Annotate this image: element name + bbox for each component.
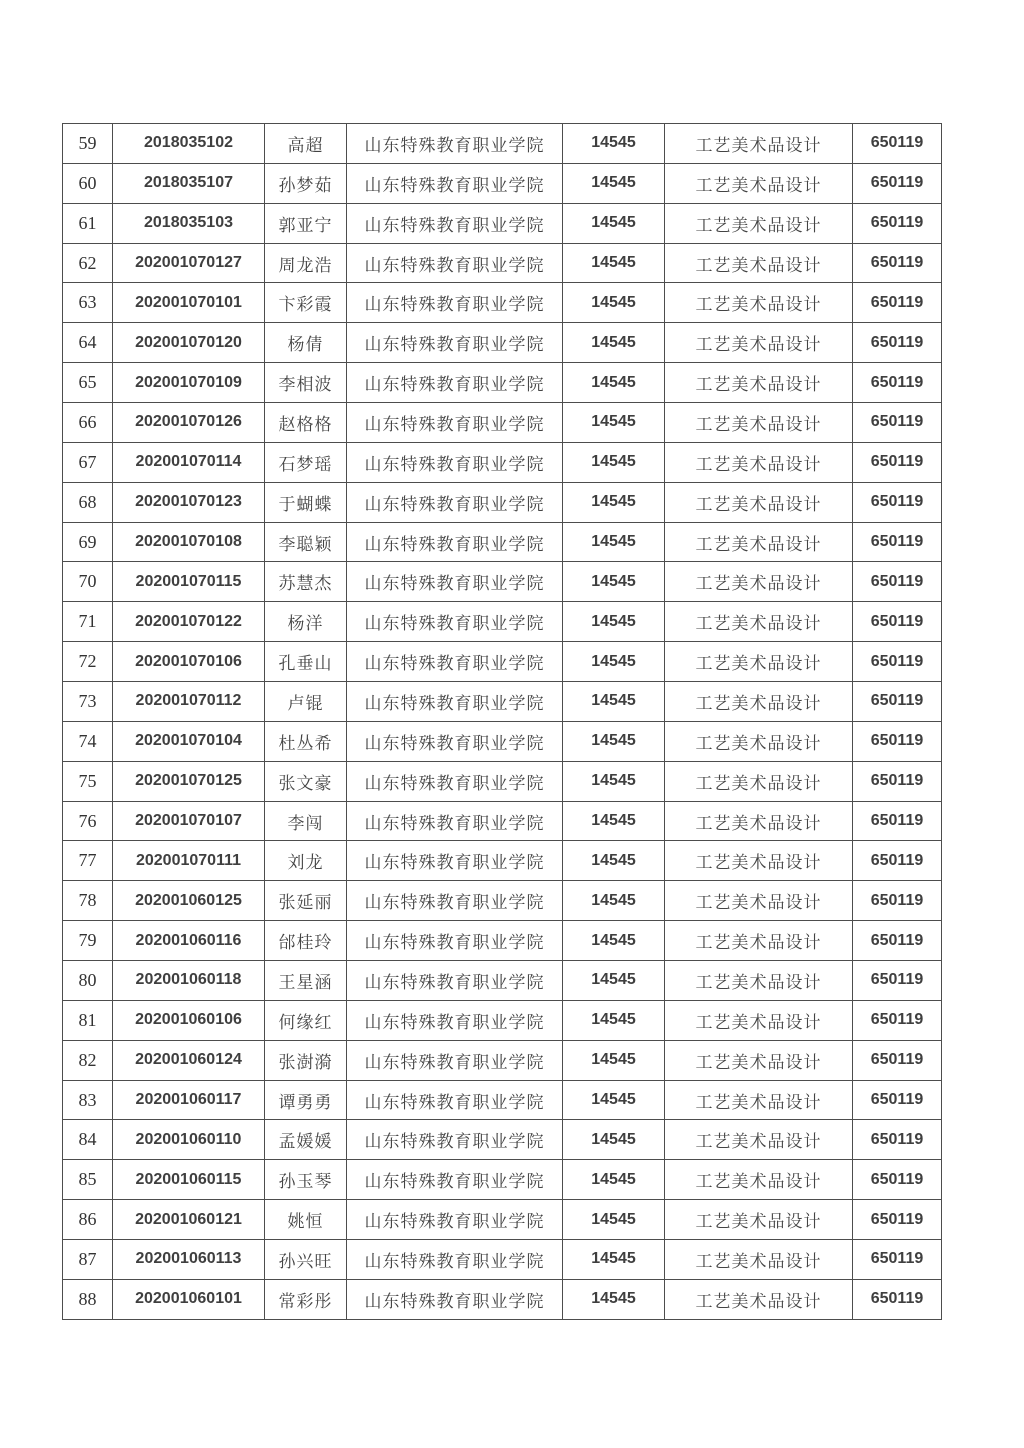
cell-school_code: 14545 [563,841,665,881]
cell-school_code: 14545 [563,642,665,682]
cell-no: 70 [63,562,113,602]
table-row [63,163,942,203]
cell-school_code: 14545 [563,1080,665,1120]
cell-school_code: 14545 [563,961,665,1001]
cell-major_code: 650119 [853,1080,942,1120]
cell-no: 77 [63,841,113,881]
cell-no: 68 [63,482,113,522]
cell-school: 山东特殊教育职业学院 [347,921,563,961]
cell-id: 202001070125 [113,761,265,801]
cell-major_code: 650119 [853,243,942,283]
cell-id: 202001070111 [113,841,265,881]
cell-major_code: 650119 [853,841,942,881]
cell-name: 郭亚宁 [265,203,347,243]
cell-school: 山东特殊教育职业学院 [347,682,563,722]
cell-school_code: 14545 [563,761,665,801]
cell-no: 61 [63,203,113,243]
cell-major: 工艺美术品设计 [665,203,853,243]
cell-school_code: 14545 [563,1000,665,1040]
cell-major: 工艺美术品设计 [665,602,853,642]
cell-name: 杜丛希 [265,721,347,761]
cell-major: 工艺美术品设计 [665,1279,853,1319]
table-row [63,1040,942,1080]
cell-school: 山东特殊教育职业学院 [347,562,563,602]
cell-no: 60 [63,163,113,203]
table-row [63,841,942,881]
cell-name: 孟媛媛 [265,1120,347,1160]
cell-name: 苏慧杰 [265,562,347,602]
table-row [63,1160,942,1200]
table-row [63,243,942,283]
cell-major_code: 650119 [853,1160,942,1200]
cell-id: 202001070109 [113,363,265,403]
cell-no: 73 [63,682,113,722]
cell-school_code: 14545 [563,323,665,363]
cell-school_code: 14545 [563,1120,665,1160]
cell-school_code: 14545 [563,163,665,203]
cell-no: 80 [63,961,113,1001]
table-row [63,801,942,841]
cell-id: 202001060106 [113,1000,265,1040]
table-row [63,1120,942,1160]
cell-major_code: 650119 [853,283,942,323]
cell-id: 202001070120 [113,323,265,363]
cell-id: 202001070114 [113,442,265,482]
cell-no: 71 [63,602,113,642]
cell-major: 工艺美术品设计 [665,761,853,801]
cell-major_code: 650119 [853,403,942,443]
table-row [63,203,942,243]
cell-name: 常彩彤 [265,1279,347,1319]
cell-school_code: 14545 [563,124,665,164]
cell-school_code: 14545 [563,442,665,482]
cell-school: 山东特殊教育职业学院 [347,163,563,203]
cell-id: 202001060118 [113,961,265,1001]
table-row [63,124,942,164]
cell-major_code: 650119 [853,562,942,602]
cell-name: 刘龙 [265,841,347,881]
cell-name: 高超 [265,124,347,164]
cell-major: 工艺美术品设计 [665,442,853,482]
cell-no: 86 [63,1200,113,1240]
table-row [63,682,942,722]
cell-major: 工艺美术品设计 [665,1120,853,1160]
cell-name: 周龙浩 [265,243,347,283]
cell-major_code: 650119 [853,881,942,921]
cell-major_code: 650119 [853,163,942,203]
cell-school_code: 14545 [563,243,665,283]
cell-major_code: 650119 [853,801,942,841]
cell-school_code: 14545 [563,921,665,961]
cell-id: 202001060101 [113,1279,265,1319]
cell-school: 山东特殊教育职业学院 [347,801,563,841]
cell-no: 62 [63,243,113,283]
cell-name: 杨洋 [265,602,347,642]
cell-id: 202001070127 [113,243,265,283]
table-row [63,442,942,482]
cell-school: 山东特殊教育职业学院 [347,203,563,243]
table-row [63,1279,942,1319]
cell-id: 202001070106 [113,642,265,682]
cell-name: 石梦瑶 [265,442,347,482]
cell-major_code: 650119 [853,1240,942,1280]
cell-school_code: 14545 [563,403,665,443]
cell-major: 工艺美术品设计 [665,1080,853,1120]
cell-major_code: 650119 [853,1279,942,1319]
cell-no: 78 [63,881,113,921]
cell-school: 山东特殊教育职业学院 [347,442,563,482]
cell-id: 2018035102 [113,124,265,164]
cell-major_code: 650119 [853,323,942,363]
cell-school: 山东特殊教育职业学院 [347,642,563,682]
cell-major_code: 650119 [853,642,942,682]
cell-major_code: 650119 [853,1200,942,1240]
cell-school_code: 14545 [563,1279,665,1319]
table-row [63,1240,942,1280]
cell-name: 张澍漪 [265,1040,347,1080]
cell-name: 卢锟 [265,682,347,722]
cell-no: 63 [63,283,113,323]
cell-school_code: 14545 [563,682,665,722]
cell-name: 杨倩 [265,323,347,363]
cell-name: 卞彩霞 [265,283,347,323]
cell-major_code: 650119 [853,721,942,761]
cell-id: 202001070101 [113,283,265,323]
cell-name: 于蝴蝶 [265,482,347,522]
table-row [63,283,942,323]
cell-major: 工艺美术品设计 [665,682,853,722]
cell-school: 山东特殊教育职业学院 [347,721,563,761]
cell-school: 山东特殊教育职业学院 [347,283,563,323]
cell-school: 山东特殊教育职业学院 [347,881,563,921]
cell-major_code: 650119 [853,1000,942,1040]
table-row [63,1200,942,1240]
cell-school: 山东特殊教育职业学院 [347,403,563,443]
cell-no: 81 [63,1000,113,1040]
cell-name: 何缘红 [265,1000,347,1040]
cell-no: 85 [63,1160,113,1200]
cell-major: 工艺美术品设计 [665,801,853,841]
cell-no: 65 [63,363,113,403]
table-row [63,642,942,682]
cell-major: 工艺美术品设计 [665,403,853,443]
cell-major: 工艺美术品设计 [665,1160,853,1200]
cell-major_code: 650119 [853,363,942,403]
cell-major: 工艺美术品设计 [665,243,853,283]
cell-major: 工艺美术品设计 [665,363,853,403]
cell-school_code: 14545 [563,283,665,323]
cell-no: 88 [63,1279,113,1319]
table-row [63,482,942,522]
cell-no: 84 [63,1120,113,1160]
cell-no: 76 [63,801,113,841]
table-row [63,522,942,562]
cell-name: 赵格格 [265,403,347,443]
cell-school_code: 14545 [563,801,665,841]
cell-school: 山东特殊教育职业学院 [347,1080,563,1120]
cell-school: 山东特殊教育职业学院 [347,522,563,562]
cell-major: 工艺美术品设计 [665,1240,853,1280]
cell-id: 202001070107 [113,801,265,841]
cell-major: 工艺美术品设计 [665,1200,853,1240]
table-row [63,881,942,921]
cell-major_code: 650119 [853,961,942,1001]
cell-school_code: 14545 [563,363,665,403]
cell-name: 孙兴旺 [265,1240,347,1280]
table-row [63,721,942,761]
table-row [63,323,942,363]
cell-major: 工艺美术品设计 [665,841,853,881]
cell-major: 工艺美术品设计 [665,1000,853,1040]
cell-id: 202001070112 [113,682,265,722]
cell-major: 工艺美术品设计 [665,482,853,522]
cell-name: 孙玉琴 [265,1160,347,1200]
cell-major_code: 650119 [853,921,942,961]
cell-major_code: 650119 [853,442,942,482]
cell-major: 工艺美术品设计 [665,881,853,921]
cell-school: 山东特殊教育职业学院 [347,841,563,881]
cell-school: 山东特殊教育职业学院 [347,482,563,522]
cell-name: 王星涵 [265,961,347,1001]
cell-school_code: 14545 [563,203,665,243]
cell-id: 2018035103 [113,203,265,243]
cell-no: 64 [63,323,113,363]
cell-school: 山东特殊教育职业学院 [347,761,563,801]
cell-id: 202001070115 [113,562,265,602]
cell-school_code: 14545 [563,1040,665,1080]
cell-school: 山东特殊教育职业学院 [347,243,563,283]
cell-major_code: 650119 [853,602,942,642]
cell-name: 李聪颖 [265,522,347,562]
cell-major: 工艺美术品设计 [665,163,853,203]
cell-no: 82 [63,1040,113,1080]
table-row [63,761,942,801]
cell-id: 202001060117 [113,1080,265,1120]
cell-no: 74 [63,721,113,761]
cell-major_code: 650119 [853,761,942,801]
table-row [63,562,942,602]
cell-name: 李相波 [265,363,347,403]
cell-school: 山东特殊教育职业学院 [347,124,563,164]
cell-school_code: 14545 [563,721,665,761]
cell-school_code: 14545 [563,881,665,921]
cell-major_code: 650119 [853,522,942,562]
table-row [63,1080,942,1120]
cell-school_code: 14545 [563,562,665,602]
cell-major: 工艺美术品设计 [665,124,853,164]
cell-major_code: 650119 [853,203,942,243]
cell-school_code: 14545 [563,522,665,562]
cell-school_code: 14545 [563,1200,665,1240]
cell-school: 山东特殊教育职业学院 [347,1160,563,1200]
cell-id: 202001060121 [113,1200,265,1240]
cell-no: 72 [63,642,113,682]
cell-school: 山东特殊教育职业学院 [347,323,563,363]
cell-name: 姚恒 [265,1200,347,1240]
cell-school: 山东特殊教育职业学院 [347,602,563,642]
cell-major_code: 650119 [853,1120,942,1160]
cell-name: 邰桂玲 [265,921,347,961]
cell-school_code: 14545 [563,602,665,642]
cell-name: 孔垂山 [265,642,347,682]
cell-no: 67 [63,442,113,482]
cell-school_code: 14545 [563,1240,665,1280]
cell-school_code: 14545 [563,482,665,522]
cell-id: 202001070122 [113,602,265,642]
table-body [63,124,942,1320]
cell-major: 工艺美术品设计 [665,921,853,961]
cell-major: 工艺美术品设计 [665,642,853,682]
cell-id: 202001060113 [113,1240,265,1280]
cell-major: 工艺美术品设计 [665,562,853,602]
cell-id: 2018035107 [113,163,265,203]
cell-school: 山东特殊教育职业学院 [347,1200,563,1240]
cell-name: 谭勇勇 [265,1080,347,1120]
cell-no: 66 [63,403,113,443]
cell-no: 83 [63,1080,113,1120]
cell-school: 山东特殊教育职业学院 [347,1040,563,1080]
cell-major: 工艺美术品设计 [665,721,853,761]
cell-major_code: 650119 [853,1040,942,1080]
table-row [63,602,942,642]
student-roster-table [62,123,942,1320]
cell-name: 李闯 [265,801,347,841]
cell-school: 山东特殊教育职业学院 [347,1120,563,1160]
cell-no: 69 [63,522,113,562]
table-row [63,363,942,403]
cell-id: 202001060124 [113,1040,265,1080]
cell-no: 79 [63,921,113,961]
cell-school: 山东特殊教育职业学院 [347,363,563,403]
cell-no: 75 [63,761,113,801]
cell-school: 山东特殊教育职业学院 [347,1279,563,1319]
cell-name: 孙梦茹 [265,163,347,203]
cell-major_code: 650119 [853,682,942,722]
cell-major: 工艺美术品设计 [665,283,853,323]
cell-name: 张文豪 [265,761,347,801]
cell-major_code: 650119 [853,124,942,164]
cell-major: 工艺美术品设计 [665,323,853,363]
table-row [63,961,942,1001]
cell-id: 202001070108 [113,522,265,562]
cell-id: 202001060125 [113,881,265,921]
cell-major: 工艺美术品设计 [665,961,853,1001]
cell-id: 202001060110 [113,1120,265,1160]
cell-no: 59 [63,124,113,164]
cell-id: 202001070126 [113,403,265,443]
cell-major: 工艺美术品设计 [665,522,853,562]
cell-major: 工艺美术品设计 [665,1040,853,1080]
cell-id: 202001070104 [113,721,265,761]
cell-major_code: 650119 [853,482,942,522]
cell-id: 202001060115 [113,1160,265,1200]
cell-school: 山东特殊教育职业学院 [347,961,563,1001]
table-row [63,403,942,443]
cell-id: 202001070123 [113,482,265,522]
table-row [63,921,942,961]
cell-name: 张延丽 [265,881,347,921]
cell-no: 87 [63,1240,113,1280]
cell-id: 202001060116 [113,921,265,961]
cell-school: 山东特殊教育职业学院 [347,1240,563,1280]
cell-school: 山东特殊教育职业学院 [347,1000,563,1040]
cell-school_code: 14545 [563,1160,665,1200]
table-row [63,1000,942,1040]
